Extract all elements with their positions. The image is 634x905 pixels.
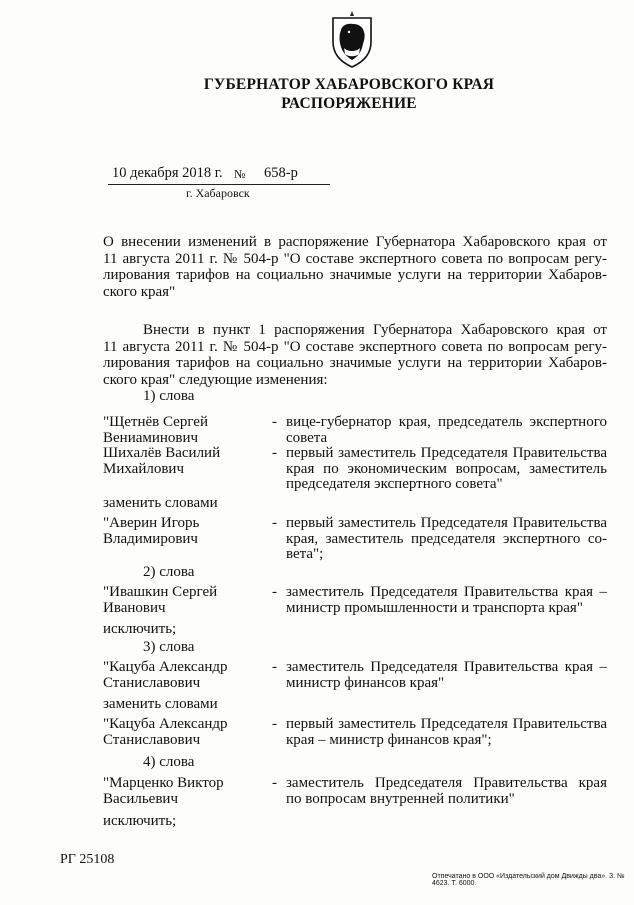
entry-2-name (103, 446, 268, 477)
subject-line: 11 августа 2011 г. № 504-р "О составе экспертного совета по вопросам регу- (103, 250, 607, 267)
position-line: первый заместитель Председателя Правительства (286, 716, 607, 732)
subject-line: О внесении изменений в распоряжение Губернатора Хабаровского края от (103, 234, 607, 250)
dash: - (272, 716, 277, 732)
position-line: председателя экспертного совета" (286, 476, 503, 492)
subject-line: ского края" (103, 283, 176, 300)
coat-of-arms-emblem (329, 10, 375, 68)
document-type: РАСПОРЯЖЕНИЕ (281, 95, 417, 112)
entry-3-position (286, 516, 607, 563)
document-number: 658-р (264, 165, 298, 181)
entry-5-name (103, 660, 268, 691)
item-2-label: 2) слова (143, 564, 195, 580)
position-line: края по экономическим вопросам, заместитель (286, 460, 607, 477)
position-line: министр финансов края" (286, 674, 445, 691)
replace-with-phrase: заменить словами (103, 696, 218, 712)
name-line: "Ивашкин Сергей (103, 584, 218, 600)
intro-paragraph (103, 322, 607, 388)
name-line: Иванович (103, 599, 166, 616)
name-line: "Аверин Игорь (103, 515, 200, 531)
print-imprint: Отпечатано в ООО «Издательский дом Движды два». З. № 4623. Т. 6000. (432, 873, 625, 887)
dash: - (272, 659, 277, 675)
dash: - (272, 515, 277, 531)
city: г. Хабаровск (186, 186, 250, 200)
name-line: Вениаминович (103, 429, 199, 446)
registry-code: РГ 25108 (60, 852, 115, 867)
dash: - (272, 445, 277, 461)
entry-7-name (103, 776, 268, 807)
dash: - (272, 775, 277, 791)
position-line: вице-губернатор края, председатель экспертного (286, 414, 607, 430)
entry-6-position (286, 717, 607, 748)
entry-4-name (103, 585, 268, 616)
document-date: 10 декабря 2018 г. (112, 165, 223, 181)
intro-line: Внести в пункт 1 распоряжения Губернатора Хабаровского края от (143, 322, 607, 338)
position-line: заместитель Председателя Правительства края – (286, 584, 607, 600)
position-line: министр промышленности и транспорта края" (286, 599, 583, 616)
position-line: вета"; (286, 546, 324, 562)
entry-1-position (286, 415, 607, 446)
position-line: края, заместитель председателя экспертного со- (286, 530, 607, 547)
exclude-phrase: исключить; (103, 813, 177, 829)
item-1-label: 1) слова (143, 388, 195, 404)
name-line: Владимирович (103, 530, 198, 547)
position-line: первый заместитель Председателя Правительства (286, 445, 607, 461)
name-line: "Кацуба Александр (103, 716, 228, 732)
exclude-phrase: исключить; (103, 621, 177, 637)
entry-3-name (103, 516, 268, 547)
position-line: края – министр финансов края"; (286, 731, 492, 748)
name-line: Васильевич (103, 790, 178, 807)
name-line: Станиславович (103, 674, 201, 691)
position-line: первый заместитель Председателя Правительства (286, 515, 607, 531)
entry-2-position (286, 446, 607, 493)
number-sign: № (234, 167, 246, 181)
dash: - (272, 584, 277, 600)
name-line: Михайлович (103, 460, 184, 477)
position-line: совета (286, 429, 328, 446)
entry-6-name (103, 717, 268, 748)
entry-7-position (286, 776, 607, 807)
position-line: по вопросам внутренней политики" (286, 790, 515, 807)
entry-1-name (103, 415, 268, 446)
name-line: Станиславович (103, 731, 201, 748)
intro-line: ского края" следующие изменения: (103, 371, 328, 388)
item-3-label: 3) слова (143, 639, 195, 655)
entry-4-position (286, 585, 607, 616)
name-line: "Марценко Виктор (103, 775, 224, 791)
item-4-label: 4) слова (143, 754, 195, 770)
position-line: заместитель Председателя Правительства края – (286, 659, 607, 675)
name-line: "Щетнёв Сергей (103, 414, 208, 430)
document-subject (103, 234, 607, 300)
entry-5-position (286, 660, 607, 691)
replace-with-phrase: заменить словами (103, 495, 218, 511)
dash: - (272, 414, 277, 430)
position-line: заместитель Председателя Правительства края (286, 775, 607, 791)
intro-line: лирования тарифов на социально значимые услуги на территории Хабаров- (103, 355, 607, 371)
name-line: Шихалёв Василий (103, 445, 221, 461)
subject-line: лирования тарифов на социально значимые услуги на территории Хабаров- (103, 267, 607, 283)
date-number-line (108, 165, 330, 185)
issuer-title: ГУБЕРНАТОР ХАБАРОВСКОГО КРАЯ (203, 76, 495, 93)
name-line: "Кацуба Александр (103, 659, 228, 675)
intro-line: 11 августа 2011 г. № 504-р "О составе экспертного совета по вопросам регу- (103, 338, 607, 355)
